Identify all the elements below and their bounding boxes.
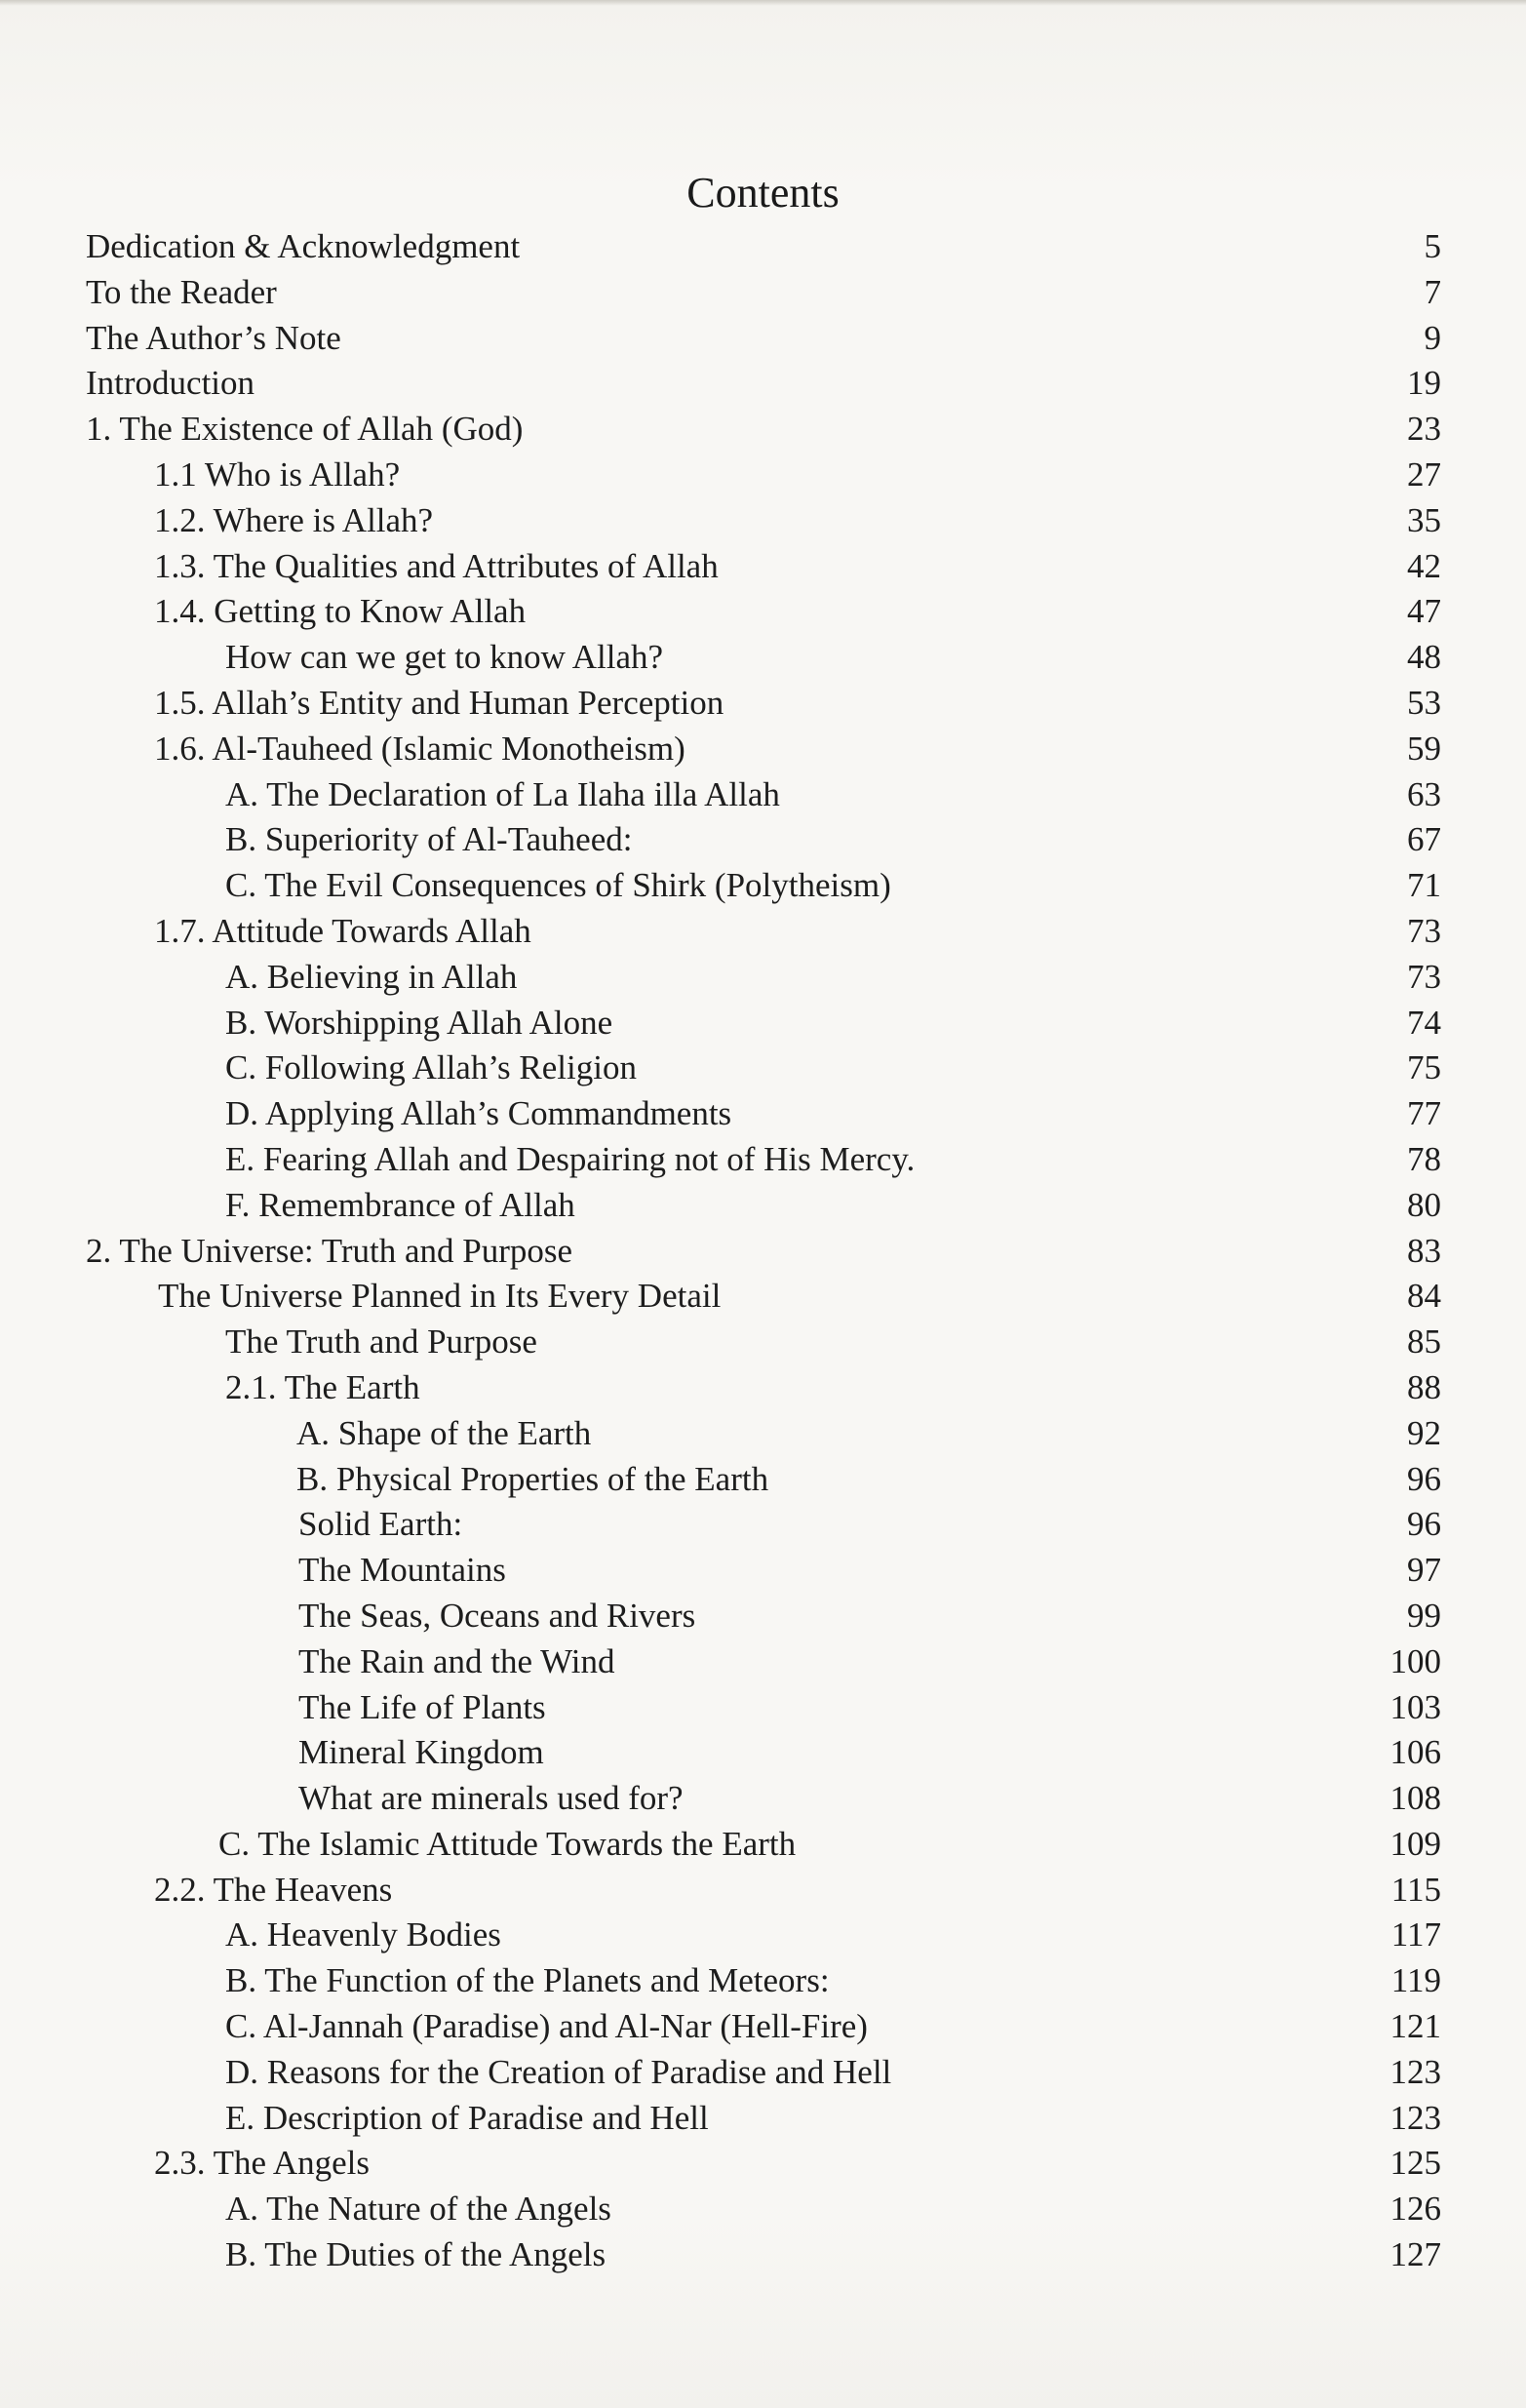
toc-entry-page-number: 59 bbox=[1407, 729, 1441, 768]
toc-entry bbox=[86, 955, 1441, 1001]
toc-entry-title: 1. The Existence of Allah (God) bbox=[86, 410, 524, 449]
toc-entry bbox=[86, 1502, 1441, 1548]
toc-entry-title: C. Al-Jannah (Paradise) and Al-Nar (Hell-Fire) bbox=[225, 2007, 868, 2046]
toc-entry-title: B. Superiority of Al-Tauheed: bbox=[225, 820, 633, 859]
toc-entry bbox=[86, 498, 1441, 544]
toc-entry-title: The Seas, Oceans and Rivers bbox=[298, 1596, 696, 1635]
toc-entry-title: 1.4. Getting to Know Allah bbox=[154, 592, 527, 631]
toc-entry-title: The Truth and Purpose bbox=[225, 1322, 537, 1362]
toc-entry-page-number: 9 bbox=[1424, 318, 1441, 357]
toc-entry bbox=[86, 361, 1441, 407]
toc-entry bbox=[86, 589, 1441, 635]
toc-entry bbox=[86, 1639, 1441, 1685]
toc-entry bbox=[86, 1046, 1441, 1091]
toc-entry-title: D. Reasons for the Creation of Paradise and Hell bbox=[225, 2052, 892, 2091]
toc-entry-title: D. Applying Allah’s Commandments bbox=[225, 1094, 732, 1133]
toc-entry bbox=[86, 1183, 1441, 1229]
toc-entry bbox=[86, 1229, 1441, 1275]
toc-entry-page-number: 92 bbox=[1407, 1413, 1441, 1452]
toc-entry-page-number: 67 bbox=[1407, 820, 1441, 859]
toc-entry bbox=[86, 1457, 1441, 1503]
toc-entry-page-number: 74 bbox=[1407, 1003, 1441, 1042]
toc-entry bbox=[86, 1320, 1441, 1365]
toc-entry bbox=[86, 1776, 1441, 1822]
toc-entry-title: C. The Islamic Attitude Towards the Earth bbox=[218, 1824, 797, 1863]
toc-entry-title: B. The Function of the Planets and Meteors: bbox=[225, 1961, 830, 2000]
toc-entry bbox=[86, 1594, 1441, 1639]
toc-entry-page-number: 73 bbox=[1407, 957, 1441, 996]
toc-entry-title: 1.5. Allah’s Entity and Human Perception bbox=[154, 683, 724, 722]
toc-entry bbox=[86, 224, 1441, 270]
toc-entry-page-number: 84 bbox=[1407, 1277, 1441, 1316]
toc-entry bbox=[86, 407, 1441, 453]
toc-entry-title: To the Reader bbox=[86, 272, 277, 311]
toc-entry-page-number: 109 bbox=[1389, 1824, 1441, 1863]
toc-entry-title: B. Worshipping Allah Alone bbox=[225, 1003, 613, 1042]
toc-entry bbox=[86, 817, 1441, 863]
toc-entry bbox=[86, 863, 1441, 909]
toc-entry-title: The Mountains bbox=[298, 1551, 506, 1590]
toc-entry-page-number: 127 bbox=[1389, 2235, 1441, 2274]
toc-entry-title: The Life of Plants bbox=[298, 1687, 546, 1726]
toc-entry-title: 1.1 Who is Allah? bbox=[154, 454, 401, 493]
toc-entry-title: E. Description of Paradise and Hell bbox=[225, 2098, 709, 2137]
toc-entry bbox=[86, 1958, 1441, 2004]
toc-entry bbox=[86, 2232, 1441, 2278]
toc-entry-page-number: 42 bbox=[1407, 546, 1441, 585]
table-of-contents bbox=[86, 224, 1441, 2278]
toc-entry bbox=[86, 1730, 1441, 1776]
toc-entry-page-number: 96 bbox=[1407, 1459, 1441, 1498]
toc-entry bbox=[86, 2141, 1441, 2187]
toc-entry-title: 1.2. Where is Allah? bbox=[154, 500, 434, 539]
toc-entry bbox=[86, 2096, 1441, 2142]
toc-entry bbox=[86, 316, 1441, 362]
toc-entry-title: The Universe Planned in Its Every Detail bbox=[158, 1277, 722, 1316]
toc-entry bbox=[86, 2050, 1441, 2096]
toc-entry-title: Introduction bbox=[86, 364, 255, 403]
toc-entry bbox=[86, 1091, 1441, 1137]
toc-entry-page-number: 126 bbox=[1389, 2190, 1441, 2229]
toc-entry-page-number: 88 bbox=[1407, 1367, 1441, 1406]
toc-entry-page-number: 77 bbox=[1407, 1094, 1441, 1133]
toc-entry-page-number: 100 bbox=[1389, 1641, 1441, 1680]
toc-entry bbox=[86, 1822, 1441, 1868]
toc-entry-title: C. The Evil Consequences of Shirk (Polytheism) bbox=[225, 866, 891, 905]
toc-entry-title: 2. The Universe: Truth and Purpose bbox=[86, 1231, 573, 1270]
toc-entry bbox=[86, 1365, 1441, 1411]
toc-entry-title: B. Physical Properties of the Earth bbox=[296, 1459, 769, 1498]
toc-entry-title: 2.1. The Earth bbox=[225, 1367, 420, 1406]
toc-entry bbox=[86, 1913, 1441, 1958]
toc-entry bbox=[86, 2004, 1441, 2050]
toc-entry-page-number: 83 bbox=[1407, 1231, 1441, 1270]
toc-entry-page-number: 47 bbox=[1407, 592, 1441, 631]
contents-heading: Contents bbox=[686, 169, 840, 217]
toc-entry-title: 2.3. The Angels bbox=[154, 2144, 371, 2183]
toc-entry-page-number: 115 bbox=[1390, 1870, 1441, 1909]
toc-entry-title: How can we get to know Allah? bbox=[225, 638, 664, 677]
toc-entry-page-number: 123 bbox=[1389, 2052, 1441, 2091]
toc-entry bbox=[86, 1001, 1441, 1046]
toc-entry-title: Dedication & Acknowledgment bbox=[86, 227, 521, 265]
toc-entry-title: Mineral Kingdom bbox=[298, 1733, 544, 1772]
toc-entry-title: 2.2. The Heavens bbox=[154, 1870, 393, 1909]
toc-entry bbox=[86, 1137, 1441, 1183]
toc-entry bbox=[86, 681, 1441, 727]
toc-entry-title: C. Following Allah’s Religion bbox=[225, 1048, 637, 1087]
toc-entry-page-number: 73 bbox=[1407, 911, 1441, 950]
toc-entry bbox=[86, 772, 1441, 818]
toc-entry-title: What are minerals used for? bbox=[298, 1779, 684, 1818]
toc-entry-page-number: 48 bbox=[1407, 638, 1441, 677]
toc-entry-page-number: 117 bbox=[1390, 1915, 1441, 1954]
toc-entry-title: E. Fearing Allah and Despairing not of His Mercy. bbox=[225, 1139, 916, 1178]
toc-entry-page-number: 96 bbox=[1407, 1505, 1441, 1544]
toc-entry bbox=[86, 1274, 1441, 1320]
toc-entry bbox=[86, 727, 1441, 772]
toc-entry-page-number: 80 bbox=[1407, 1185, 1441, 1224]
toc-entry-title: The Author’s Note bbox=[86, 318, 341, 357]
toc-entry bbox=[86, 2187, 1441, 2232]
toc-entry-title: A. Heavenly Bodies bbox=[225, 1915, 501, 1954]
toc-entry-page-number: 97 bbox=[1407, 1551, 1441, 1590]
toc-entry-title: A. Believing in Allah bbox=[225, 957, 518, 996]
toc-entry-title: The Rain and the Wind bbox=[298, 1641, 615, 1680]
toc-entry-title: 1.6. Al-Tauheed (Islamic Monotheism) bbox=[154, 729, 685, 768]
toc-entry-page-number: 5 bbox=[1424, 227, 1441, 265]
toc-entry-page-number: 63 bbox=[1407, 774, 1441, 813]
toc-entry bbox=[86, 635, 1441, 681]
toc-entry-page-number: 53 bbox=[1407, 683, 1441, 722]
toc-entry-title: 1.7. Attitude Towards Allah bbox=[154, 911, 531, 950]
toc-entry-page-number: 19 bbox=[1407, 364, 1441, 403]
toc-entry bbox=[86, 1411, 1441, 1457]
toc-entry-title: A. The Declaration of La Ilaha illa Allah bbox=[225, 774, 780, 813]
toc-entry bbox=[86, 544, 1441, 590]
toc-entry-page-number: 119 bbox=[1390, 1961, 1441, 2000]
toc-entry bbox=[86, 1548, 1441, 1594]
toc-entry-page-number: 23 bbox=[1407, 410, 1441, 449]
toc-entry-page-number: 75 bbox=[1407, 1048, 1441, 1087]
toc-entry bbox=[86, 1685, 1441, 1731]
toc-entry-page-number: 78 bbox=[1407, 1139, 1441, 1178]
toc-entry-page-number: 125 bbox=[1389, 2144, 1441, 2183]
toc-entry-title: A. Shape of the Earth bbox=[296, 1413, 592, 1452]
toc-entry-page-number: 35 bbox=[1407, 500, 1441, 539]
toc-entry-title: Solid Earth: bbox=[298, 1505, 463, 1544]
toc-entry-title: 1.3. The Qualities and Attributes of Allah bbox=[154, 546, 719, 585]
toc-entry bbox=[86, 270, 1441, 316]
toc-entry-title: A. The Nature of the Angels bbox=[225, 2190, 611, 2229]
page-top-edge bbox=[0, 0, 1526, 6]
toc-entry-page-number: 121 bbox=[1389, 2007, 1441, 2046]
toc-entry bbox=[86, 909, 1441, 955]
toc-entry-page-number: 103 bbox=[1389, 1687, 1441, 1726]
toc-entry-page-number: 99 bbox=[1407, 1596, 1441, 1635]
toc-entry-page-number: 123 bbox=[1389, 2098, 1441, 2137]
toc-entry-page-number: 71 bbox=[1407, 866, 1441, 905]
toc-entry bbox=[86, 453, 1441, 498]
toc-entry-page-number: 106 bbox=[1389, 1733, 1441, 1772]
toc-entry-page-number: 27 bbox=[1407, 454, 1441, 493]
toc-entry bbox=[86, 1868, 1441, 1914]
toc-entry-page-number: 85 bbox=[1407, 1322, 1441, 1362]
toc-entry-page-number: 7 bbox=[1424, 272, 1441, 311]
toc-entry-title: F. Remembrance of Allah bbox=[225, 1185, 575, 1224]
toc-entry-title: B. The Duties of the Angels bbox=[225, 2235, 606, 2274]
toc-entry-page-number: 108 bbox=[1389, 1779, 1441, 1818]
